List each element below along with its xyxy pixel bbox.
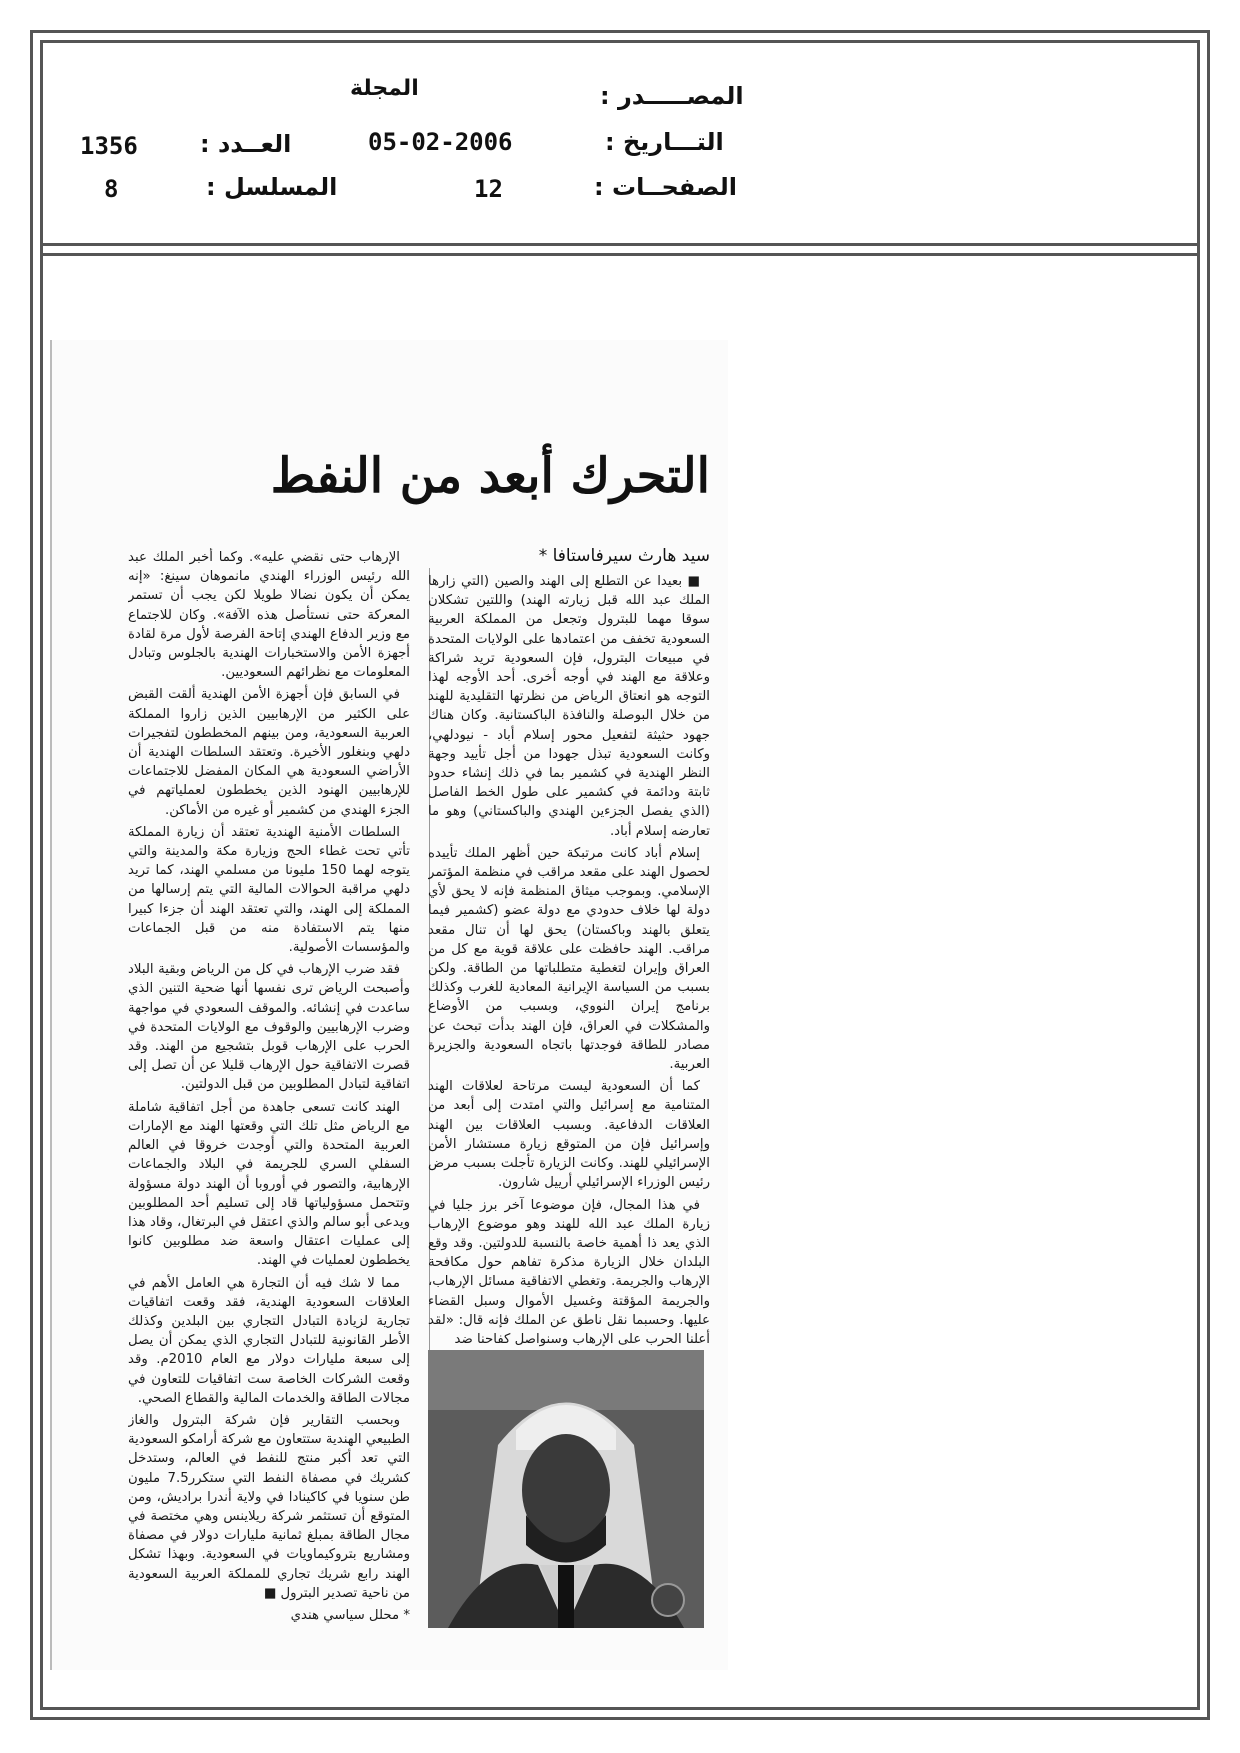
paragraph: السلطات الأمنية الهندية تعتقد أن زيارة المملكة تأتي تحت غطاء الحج وزيارة مكة والمدينة والتي يتوجه لهما 150 مليونا من مسلمي الهند، كما تريد دلهي مراقبة الحوالات المالية التي يتم إرسالها من المملكة إلى الهند، والتي تعتقد الهند أن جزءا كبيرا منها يتم الاستفادة منه من قبل الجماعات والمؤسسات الأصولية. bbox=[128, 824, 410, 956]
article-photo bbox=[428, 1350, 704, 1628]
paragraph: مما لا شك فيه أن التجارة هي العامل الأهم في العلاقات السعودية الهندية، فقد وقعت اتفاقيات تجارية لزيادة التبادل التجاري بين البلدين وكذلك الأطر القانونية للتبادل التجاري الذي يمكن أن يصل إلى سبعة مليارات دولار مع العام 2010م. وقد وقعت الشركات الخاصة ست اتفاقيات للتعاون في مجالات الطاقة والخدمات المالية والقطاع الصحي. bbox=[128, 1275, 410, 1406]
pages-label: الصفحــات : bbox=[594, 173, 737, 201]
paragraph: وبحسب التقارير فإن شركة البترول والغاز الطبيعي الهندية ستتعاون مع شركة أرامكو السعودية التي تعد أكبر منتج للنفط في العالم، وستدخل كشريك في مصفاة النفط التي ستكرر7.5 مليون طن سنويا في كاكينادا في ولاية أندرا براديش، ومن المتوقع أن تستثمر شركة ريلاينس وهي مختصة في مجال الطاقة بمبلغ ثمانية مليارات دولار في مصفاة ومشاريع بتروكيماويات في السعودية. وبهذا تشكل الهند رابع شريك تجاري للمملكة العربية السعودية من ناحية تصدير البترول ■ bbox=[128, 1412, 410, 1601]
author-note: * محلل سياسي هندي bbox=[290, 1607, 410, 1623]
paragraph: في هذا المجال، فإن موضوعا آخر برز جليا في زيارة الملك عبد الله للهند وهو موضوع الإرهاب الذي يعد ذا أهمية خاصة بالنسبة للدولتين. وقد وقع البلدان خلال الزيارة مذكرة تفاهم حول مكافحة الإرهاب والجريمة. وتغطي الاتفاقية مسائل الإرهاب، والجريمة المؤقتة وغسيل الأموال وسبل القضاء عليها. وحسبما نقل ناطق عن الملك فإنه قال: «لقد أعلنا الحرب على الإرهاب وسنواصل كفاحنا ضد bbox=[428, 1197, 710, 1347]
article-headline: التحرك أبعد من النفط bbox=[270, 448, 710, 504]
paragraph: في السابق فإن أجهزة الأمن الهندية ألقت القبض على الكثير من الإرهابيين الذين زاروا المملكة العربية السعودية، ومن بينهم المخططون لتفجيرات دلهي وبنغلور الأخيرة. وتعتقد السلطات الهندية أن الأراضي السعودية هي المكان المفضل للاجتماعات للإرهابيين الهنود الذين يخططون لعملياتهم في الجزء الهندي من كشمير أو غيره من الأماكن. bbox=[128, 687, 410, 818]
article-byline: سيد هارث سيرفاستافا * bbox=[538, 546, 710, 566]
issue-value: 1356 bbox=[80, 132, 138, 160]
pages-value: 12 bbox=[474, 175, 503, 203]
article-clipping bbox=[50, 340, 728, 1670]
date-value: 05-02-2006 bbox=[368, 128, 513, 156]
article-column-right bbox=[428, 572, 710, 1352]
paragraph: إسلام أباد كانت مرتبكة حين أظهر الملك تأييده لحصول الهند على مقعد مراقب في منظمة المؤتمر الإسلامي. وبموجب ميثاق المنظمة فإنه لا يحق لأي دولة لها خلاف حدودي مع دولة عضو (كشمير فيما يتعلق بالهند وباكستان) يحق لها أن تنال مقعد مراقب. الهند حافظت على علاقة قوية مع كل من العراق وإيران لتغطية متطلباتها من الطاقة. ولكن بسبب من السياسة الإيرانية المعادية للغرب وكذلك برنامج إيران النووي، وبسبب من الأوضاع والمشكلات في العراق، فإن الهند بدأت تبحث عن مصادر للطاقة فوجدتها باتجاه السعودية والجزيرة العربية. bbox=[428, 845, 710, 1073]
serial-value: 8 bbox=[104, 175, 119, 203]
serial-label: المسلسل : bbox=[206, 173, 338, 201]
paragraph: كما أن السعودية ليست مرتاحة لعلاقات الهند المتنامية مع إسرائيل والتي امتدت إلى أبعد من العلاقات الدفاعية. وبسبب العلاقات بين الهند وإسرائيل فإن من المتوقع زيارة مستشار الأمن الإسرائيلي للهند. وكانت الزيارة تأجلت بسبب مرض رئيس الوزراء الإسرائيلي أرييل شارون. bbox=[428, 1079, 710, 1191]
header-divider-second bbox=[40, 253, 1200, 256]
portrait-image bbox=[428, 1350, 704, 1628]
issue-label: العــدد : bbox=[200, 130, 292, 158]
source-value: المجلة bbox=[350, 76, 419, 101]
paragraph: الإرهاب حتى نقضي عليه». وكما أخبر الملك عبد الله رئيس الوزراء الهندي مانموهان سينغ: «إنه يمكن أن يكون نضالا طويلا لكن يجب أن تستمر المعركة حتى نستأصل هذه الآفة». وكان للاجتماع مع وزير الدفاع الهندي إتاحة الفرصة لأول مرة لقادة أجهزة الأمن والاستخبارات الهندية بالجلوس وتبادل المعلومات مع نظرائهم السعوديين. bbox=[128, 550, 410, 681]
paragraph: فقد ضرب الإرهاب في كل من الرياض وبقية البلاد وأصبحت الرياض ترى نفسها أنها ضحية التنين الذي ساعدت في إنشائه. والموقف السعودي في مواجهة وضرب الإرهابيين والوقوف مع الولايات المتحدة في الحرب على الإرهاب قوبل بتشجيع من الهند. وقد قصرت الاتفاقية حول الإرهاب قليلا عن أن تصل إلى اتفاقية لتبادل المطلوبين من قبل الدولتين. bbox=[128, 962, 410, 1093]
article-column-left bbox=[128, 548, 410, 1623]
source-label: المصـــــدر : bbox=[600, 82, 744, 110]
date-label: التـــاريخ : bbox=[605, 128, 724, 156]
paragraph: الهند كانت تسعى جاهدة من أجل اتفاقية شاملة مع الرياض مثل تلك التي وقعتها الهند مع الإمارات العربية المتحدة والتي أوجدت خروقا في العالم السفلي السري للجريمة في البلاد والجماعات الإرهابية، والتصور في أوروبا أن الهند دولة مسؤولة وتتحمل مسؤولياتها قاد إلى تسليم أحد المطلوبين ويدعى أبو سالم والذي اعتقل في البرتغال، وقاد هذا إلى عمليات اعتقال واسعة ضد مطلوبين كانوا يخططون لعمليات في الهند. bbox=[128, 1099, 410, 1269]
header-divider bbox=[40, 243, 1200, 246]
paragraph: ■ بعيدا عن التطلع إلى الهند والصين (التي زارها الملك عبد الله قبل زيارته الهند) واللتين تشكلان سوقا مهما للبترول وتجعل من المملكة العربية السعودية تخفف من اعتمادها على الولايات المتحدة في مبيعات البترول، فإن السعودية تريد شراكة وعلاقة مع الهند في أوجه أخرى. أحد الأوجه لهذا التوجه هو انعتاق الرياض من نظرتها التقليدية للهند من خلال البوصلة والنافذة الباكستانية. وكان هناك جهود حثيثة لتفعيل محور إسلام أباد - نيودلهي، وكانت السعودية تبذل جهودا من أجل تأييد وجهة النظر الهندية في كشمير بما في ذلك إنشاء حدود ثابتة ودائمة في كشمير على طول الخط الفاصل (الذي يفصل الجزءين الهندي والباكستاني) وهو ما تعارضه إسلام أباد. bbox=[428, 574, 710, 839]
